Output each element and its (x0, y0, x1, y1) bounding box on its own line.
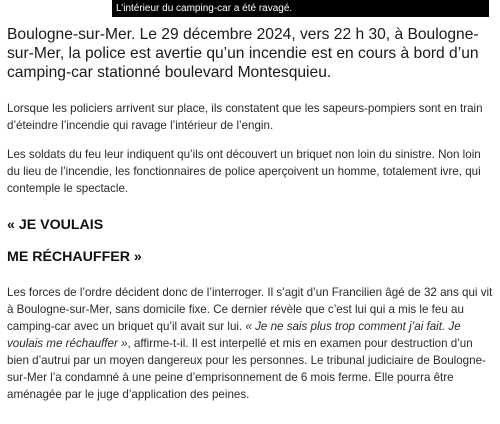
section-heading-line-2: ME RÉCHAUFFER » (7, 249, 142, 265)
article-paragraph: Lorsque les policiers arrivent sur place, ils constatent que les sapeurs-pompiers sont en train d’éteindre l’incendie qui ravage l’intérieur de l’engin. (7, 102, 483, 132)
section-heading-line-1: « JE VOULAIS (7, 217, 104, 233)
article-paragraph: Les soldats du feu leur indiquent qu’ils ont découvert un briquet non loin du sinistre. Non loin du lieu de l’incendie, les fonctionnaires de police aperçoivent un homme, totalement ivre, qui contemple le spectacle. (7, 148, 481, 195)
italic-quote: « Je ne sais plus trop comment j’ai fait. Je voulais me réchauffer » (7, 320, 461, 350)
article-lead: Boulogne-sur-Mer. Le 29 décembre 2024, vers 22 h 30, à Boulogne-sur-Mer, la police est avertie qu’un incendie est en cours à bord d’un camping-car stationné boulevard Montesquieu. (7, 26, 479, 81)
paragraph-text: Les forces de l’ordre décident donc de l’interroger. Il s’agit d’un Francilien âgé de 32 ans qui vit à Boulogne-sur-Mer, sans domicile fixe. Ce dernier révèle que c’est lui qui a mis le feu au camping-car avec un briquet qu’il avait sur lui. (7, 286, 493, 333)
paragraph-text: , affirme-t-il. Il est interpellé et mis en examen pour destruction d’un bien d’autrui par un moyen dangereux pour les personnes. Le tribunal judiciaire de Boulogne-sur-Mer l’a condamné à une peine d’emprisonnement de 6 mois ferme. Elle pourra être aménagée par le juge d’application des peines. (7, 337, 486, 401)
article-body (7, 25, 494, 415)
photo-caption: L’intérieur du camping-car a été ravagé. (112, 0, 489, 17)
article-final-paragraph (7, 284, 494, 403)
